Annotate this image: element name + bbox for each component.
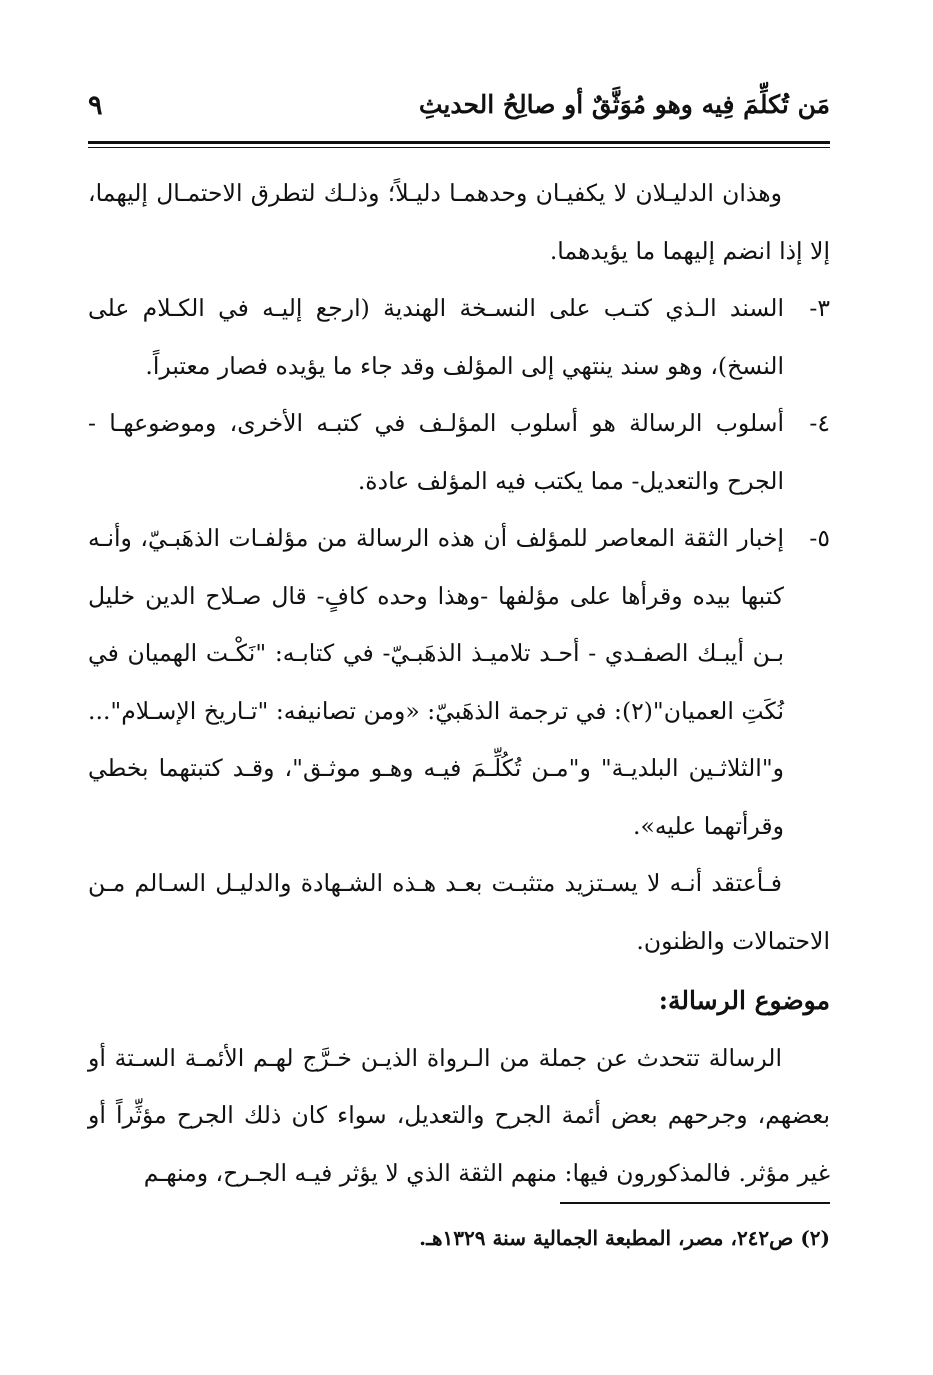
section-heading: موضوع الرسالة:	[658, 986, 830, 1015]
paragraph-conclusion: فـأعتقد أنـه لا يسـتزيد متثبـت بعـد هـذه الشـهادة والدليـل السـالم مـن الاحتمالات والظنون.	[88, 869, 830, 955]
list-number: ٣-	[809, 294, 830, 322]
page-number: ٩	[88, 90, 103, 121]
list-item-text: إخبار الثقة المعاصر للمؤلف أن هذه الرسالة من مؤلفـات الذهَبـيّ، وأنـه كتبها بيده وقرأها على مؤلفها -وهذا وحده كافٍ- قال صـلاح الدين خليل بـن أيبـك الصفـدي - أحـد تلاميـذ الذهَبـيّ- في كتابـه: "نَكْـت الهميان في نُكَتِ العميان"(٢): في ترجمة الذهَبيّ: «ومن تصانيفه: "تـاريخ الإسـلام"... و"الثلاثـين البلديـة" و"مـن تُكُلِّـمَ فيـه وهـو موثـق"، وقـد كتبتهما بخطي وقرأتهما عليه».	[88, 524, 785, 840]
footnote: (٢) ص٢٤٢، مصر، المطبعة الجمالية سنة ١٣٢٩هـ.	[419, 1226, 830, 1250]
list-item-text: أسلوب الرسالة هو أسلوب المؤلـف في كتبـه الأخرى، وموضوعهـا - الجرح والتعديل- مما يكتب فيه المؤلف عادة.	[88, 409, 784, 495]
list-number: ٥-	[809, 524, 830, 552]
running-title: مَن تُكلِّمَ فِيه وهو مُوَثَّقٌ أو صالِحُ الحديثِ	[418, 90, 830, 119]
list-item-text: السند الـذي كتـب على النسـخة الهندية (ارجع إليـه في الكـلام على النسخ)، وهو سند ينتهي إلى المؤلف وقد جاء ما يؤيده فصار معتبراً.	[88, 294, 784, 380]
paragraph-evidence-limits: وهذان الدليـلان لا يكفيـان وحدهمـا دليـلاً؛ وذلـك لتطرق الاحتمـال إليهما، إلا إذا انضم إليهما ما يؤيدهما.	[88, 179, 830, 265]
header-rule-thick	[88, 141, 830, 144]
header-rule-thin	[88, 147, 830, 148]
list-item-5	[88, 510, 830, 855]
list-item-4	[88, 395, 830, 510]
list-item-3	[88, 280, 830, 395]
footnote-rule	[560, 1202, 830, 1204]
main-text	[88, 165, 830, 1202]
paragraph-subject: الرسالة تتحدث عن جملة من الـرواة الذيـن خـرَّج لهـم الأئمـة السـتة أو بعضهم، وجرحهم بعض أئمة الجرح والتعديل، سواء كان ذلك الجرح مؤثِّراً أو غير مؤثر. فالمذكورون فيها: منهم الثقة الذي لا يؤثر فيـه الجـرح، ومنهـم	[88, 1043, 830, 1187]
page-header	[88, 82, 830, 132]
list-number: ٤-	[809, 409, 830, 437]
